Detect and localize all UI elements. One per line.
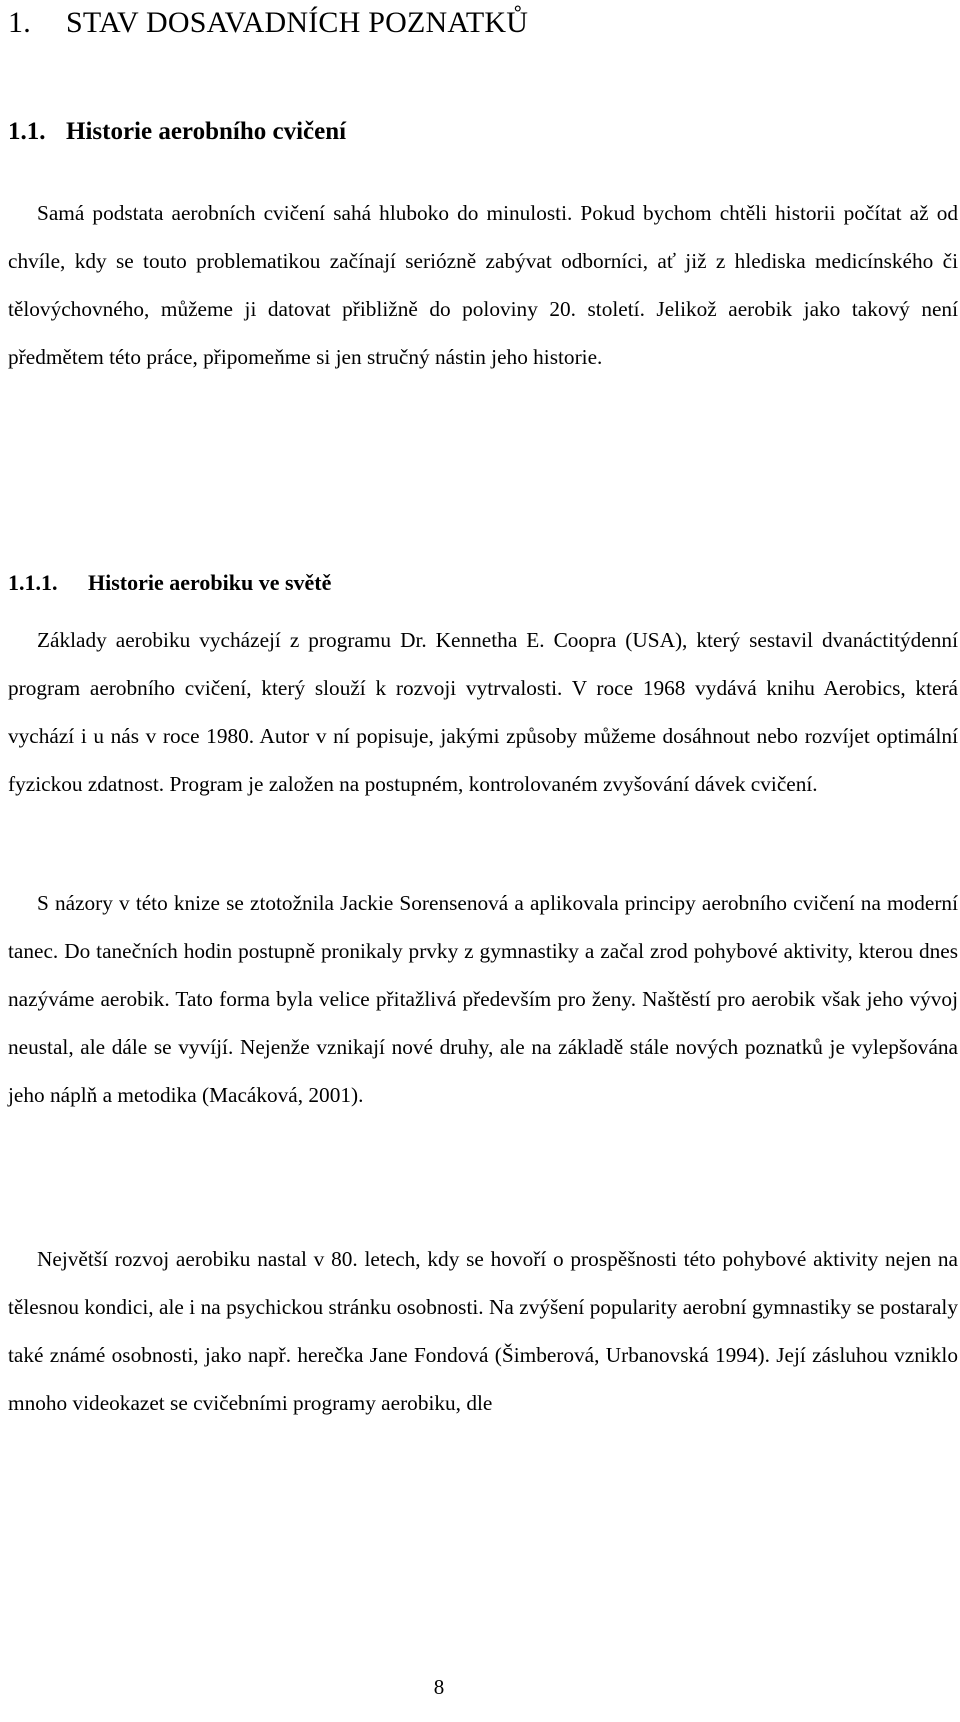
chapter-title: STAV DOSAVADNÍCH POZNATKŮ — [66, 6, 529, 39]
intro-paragraph: Samá podstata aerobních cvičení sahá hluboko do minulosti. Pokud bychom chtěli historii počítat až od chvíle, kdy se touto problematikou začínají seriózně zabývat odborníci, ať již z hlediska medicínského či tělovýchovného, můžeme ji datovat přibližně do poloviny 20. století. Jelikož aerobik jako takový není předmětem této práce, připomeňme si jen stručný nástin jeho historie. — [8, 201, 958, 369]
chapter-number: 1. — [8, 6, 31, 39]
subsection-title: Historie aerobiku ve světě — [88, 570, 332, 595]
subsection-number: 1.1.1. — [8, 570, 58, 595]
section-number: 1.1. — [8, 118, 46, 145]
page-number: 8 — [433, 1675, 445, 1699]
section-title: Historie aerobního cvičení — [66, 118, 347, 145]
subsection-heading — [8, 568, 331, 598]
body-paragraph: S názory v této knize se ztotožnila Jackie Sorensenová a aplikovala principy aerobního cvičení na moderní tanec. Do tanečních hodin postupně pronikaly prvky z gymnastiky a začal zrod pohybové aktivity, kterou dnes nazýváme aerobik. Tato forma byla velice přitažlivá především pro ženy. Naštěstí pro aerobik však jeho vývoj neustal, ale dále se vyvíjí. Nejenže vznikají nové druhy, ale na základě stále nových poznatků je vylepšována jeho náplň a metodika (Macáková, 2001). — [8, 891, 958, 1107]
body-paragraph: Největší rozvoj aerobiku nastal v 80. letech, kdy se hovoří o prospěšnosti této pohybové aktivity nejen na tělesnou kondici, ale i na psychickou stránku osobnosti. Na zvýšení popularity aerobní gymnastiky se postaraly také známé osobnosti, jako např. herečka Jane Fondová (Šimberová, Urbanovská 1994). Její zásluhou vzniklo mnoho videokazet se cvičebními programy aerobiku, dle — [8, 1247, 958, 1415]
section-heading — [8, 116, 346, 148]
body-paragraph: Základy aerobiku vycházejí z programu Dr. Kennetha E. Coopra (USA), který sestavil dvanáctitýdenní program aerobního cvičení, který slouží k rozvoji vytrvalosti. V roce 1968 vydává knihu Aerobics, která vychází i u nás v roce 1980. Autor v ní popisuje, jakými způsoby můžeme dosáhnout nebo rozvíjet optimální fyzickou zdatnost. Program je založen na postupném, kontrolovaném zvyšování dávek cvičení. — [8, 628, 958, 796]
chapter-heading — [8, 4, 528, 42]
